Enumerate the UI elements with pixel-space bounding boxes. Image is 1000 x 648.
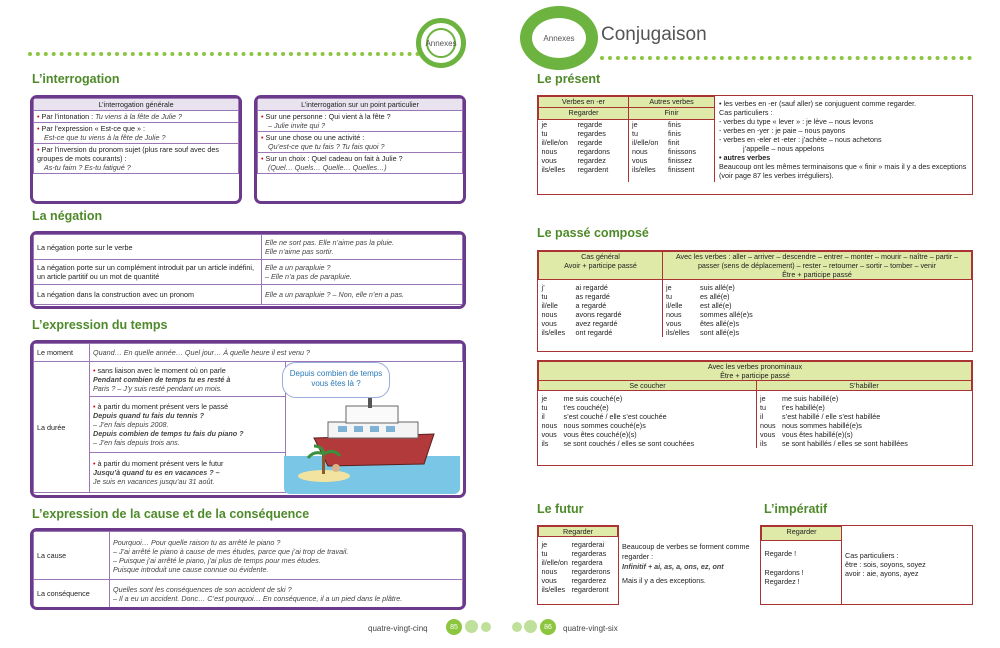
- temps-duree-3: • à partir du moment présent vers le futur Jusqu’à quand tu es en vacances ? – Je suis en vacances jusqu’au 31 août.: [90, 453, 286, 493]
- interrogation-generale-header: L’interrogation générale: [34, 99, 239, 111]
- page-number-right-circle: 86: [540, 619, 556, 635]
- present-regarder-conj: je regarde tu regardes il/elle/on regarde nous regardons vous regardez ils/elles regardent: [539, 119, 629, 181]
- futur-table: [537, 525, 619, 605]
- s-habiller-conj: je me suis habillé(e) tu t’es habillé(e) il s’est habillé / elle s’est habillée nous nous sommes habillé(e)s vous vous êtes habillé(e)(s) ils se sont habillés / elles se sont habillées: [760, 394, 908, 448]
- s-habiller-header: S’habiller: [757, 381, 972, 391]
- page-number-left-circle: 85: [446, 619, 462, 635]
- se-coucher-conj: je me suis couché(e) tu t’es couché(e) il s’est couché / elle s’est couchée nous nous sommes couché(e)s vous vous êtes couché(e)(s) ils se sont couchés / elles se sont couchées: [539, 391, 757, 449]
- temps-duree-1: • sans liaison avec le moment où on parle Pendant combien de temps tu es resté à Paris ? – J’y suis resté pendant un mois.: [90, 362, 286, 397]
- interrogation-generale-row-3: • Par l’inversion du pronom sujet (plus rare souf avec des groupes de mots courants) : As-tu faim ? Es-tu fatigué ?: [34, 144, 239, 174]
- temps-duree-2: • à partir du moment présent vers le passé Depuis quand tu fais du tennis ? – J’en fais depuis 2008. Depuis combien de temps tu fais du piano ? – J’en fais depuis trois ans.: [90, 397, 286, 453]
- footer-dot: [465, 620, 478, 633]
- pc-etre-conj: je suis allé(e) tu es allé(e) il/elle est allé(e) nous sommes allé(e)s vous êtes allé(e)s ils/elles sont allé(e)s: [666, 283, 753, 337]
- consequence-text: Quelles sont les conséquences de son accident de ski ? – Il a eu un accident. Donc… C’est pourquoi… En conséquence, il a un pied dans le plâtre.: [110, 580, 463, 608]
- negation-example-1: Elle ne sort pas. Elle n’aime pas la pluie. Elle n’aime pas sortir.: [262, 235, 463, 260]
- page-number-left-text: quatre-vingt-cinq: [368, 624, 428, 633]
- pc-header-avoir: Cas général Avoir + participe passé: [539, 252, 663, 280]
- present-subheader-finir: Finir: [629, 108, 715, 119]
- temps-duree-label: La durée: [34, 362, 90, 493]
- interrogation-particulier-row-3: • Sur un choix : Quel cadeau on fait à Julie ? (Quel… Quels… Quelle… Quelles…): [258, 153, 463, 174]
- speech-bubble: Depuis combien de temps vous êtes là ?: [282, 362, 390, 398]
- passe-compose-title: Le passé composé: [537, 226, 649, 240]
- imperatif-title: L’impératif: [764, 502, 828, 516]
- pc-header-etre: Avec les verbes : aller – arriver – descendre – entrer – monter – mourir – naître – partir – passer (sens de déplacement) – rester – retourner – sortir – tomber – venir Être + participe passé: [663, 252, 972, 280]
- negation-example-2: Elle a un parapluie ? – Elle n’a pas de parapluie.: [262, 260, 463, 285]
- footer-dot: [512, 622, 522, 632]
- page-number-right-text: quatre-vingt-six: [563, 624, 618, 633]
- futur-conj: je regarderai tu regarderas il/elle/on regardera nous regarderons vous regarderez ils/elles regarderont: [541, 540, 611, 594]
- negation-rule-2: La négation porte sur un complément introduit par un article indéfini, un article partitif ou un mot de quantité: [34, 260, 262, 285]
- temps-title: L’expression du temps: [32, 318, 168, 332]
- conjugaison-title: Conjugaison: [601, 24, 707, 45]
- cause-title: L’expression de la cause et de la conséquence: [32, 507, 310, 521]
- interrogation-generale-row-2: • Par l’expression « Est-ce que » : Est-ce que tu viens à la fête de Julie ?: [34, 123, 239, 144]
- negation-rule-1: La négation porte sur le verbe: [34, 235, 262, 260]
- imperatif-notes: Cas particuliers : être : sois, soyons, soyez avoir : aie, ayons, ayez: [842, 527, 973, 605]
- present-header-er: Verbes en -er: [539, 97, 629, 108]
- present-title: Le présent: [537, 72, 601, 86]
- present-notes: • les verbes en -er (sauf aller) se conjuguent comme regarder. Cas particuliers : - verbes du type « lever » : je lève – nous levons - verbes en -yer : je paie – nous payons - verbes en -eler et -eter : j’achète – nous achetons j’appelle – nous appelons • autres verbes Beaucoup ont les mêmes terminaisons que « finir » mais il y a des exceptions (voir page 87 les verbes irréguliers).: [715, 97, 973, 182]
- pronominaux-table: [537, 360, 973, 466]
- futur-title: Le futur: [537, 502, 584, 516]
- futur-header: Regarder: [539, 527, 618, 537]
- consequence-label: La conséquence: [34, 580, 110, 608]
- cause-box: [30, 528, 466, 610]
- footer-dot: [524, 620, 537, 633]
- futur-notes: Beaucoup de verbes se forment comme regarder : Infinitif + ai, as, a, ons, ez, ont Mais il y a des exceptions.: [622, 542, 750, 585]
- negation-rule-3: La négation dans la construction avec un pronom: [34, 285, 262, 305]
- footer-dot: [481, 622, 491, 632]
- interrogation-generale-box: [30, 95, 242, 204]
- annexes-logo-left: [416, 18, 466, 68]
- passe-compose-table: [537, 250, 973, 352]
- negation-example-3: Elle a un parapluie ? – Non, elle n’en a pas.: [262, 285, 463, 305]
- interrogation-particulier-box: [254, 95, 466, 204]
- pc-avoir-conj: j’ ai regardé tu as regardé il/elle a regardé nous avons regardé vous avez regardé ils/elles ont regardé: [539, 280, 663, 338]
- present-table: [537, 95, 973, 195]
- pronominaux-header: Avec les verbes pronominaux Être + participe passé: [539, 362, 972, 381]
- imperatif-conj: Regarde ! Regardons ! Regardez !: [764, 548, 804, 586]
- annexes-logo-label-right: Annexes: [532, 18, 586, 58]
- present-subheader-regarder: Regarder: [539, 108, 629, 119]
- negation-title: La négation: [32, 209, 103, 223]
- interrogation-generale-row-1: • Par l’intonation : Tu viens à la fête de Julie ?: [34, 111, 239, 123]
- interrogation-particulier-row-1: • Sur une personne : Qui vient à la fête ? – Julie invite qui ?: [258, 111, 463, 132]
- negation-box: [30, 231, 466, 309]
- top-dotted-line-left: [28, 52, 420, 56]
- temps-moment-text: Quand… En quelle année… Quel jour… À quelle heure il est venu ?: [90, 344, 463, 362]
- imperatif-header: Regarder: [762, 527, 842, 541]
- interrogation-particulier-header: L’interrogation sur un point particulier: [258, 99, 463, 111]
- se-coucher-header: Se coucher: [539, 381, 757, 391]
- temps-moment-label: Le moment: [34, 344, 90, 362]
- present-header-autres: Autres verbes: [629, 97, 715, 108]
- imperatif-table: [760, 525, 973, 605]
- interrogation-particulier-row-2: • Sur une chose ou une activité : Qu’est-ce que tu fais ? Tu fais quoi ?: [258, 132, 463, 153]
- annexes-logo-label: Annexes: [426, 28, 456, 58]
- top-dotted-line-right: [600, 56, 972, 60]
- cause-text: Pourquoi… Pour quelle raison tu as arrêté le piano ? – J’ai arrêté le piano à cause de mes études, parce que j’ai trop de travail. – Puisque j’ai arrêté le piano, j’ai plus de temps pour mes études. Puisque introduit une cause connue ou évidente.: [110, 532, 463, 580]
- cause-label: La cause: [34, 532, 110, 580]
- interrogation-title: L’interrogation: [32, 72, 120, 86]
- annexes-logo-right: [520, 6, 598, 70]
- present-finir-conj: je finis tu finis il/elle/on finit nous finissons vous finissez ils/elles finissent: [632, 119, 696, 174]
